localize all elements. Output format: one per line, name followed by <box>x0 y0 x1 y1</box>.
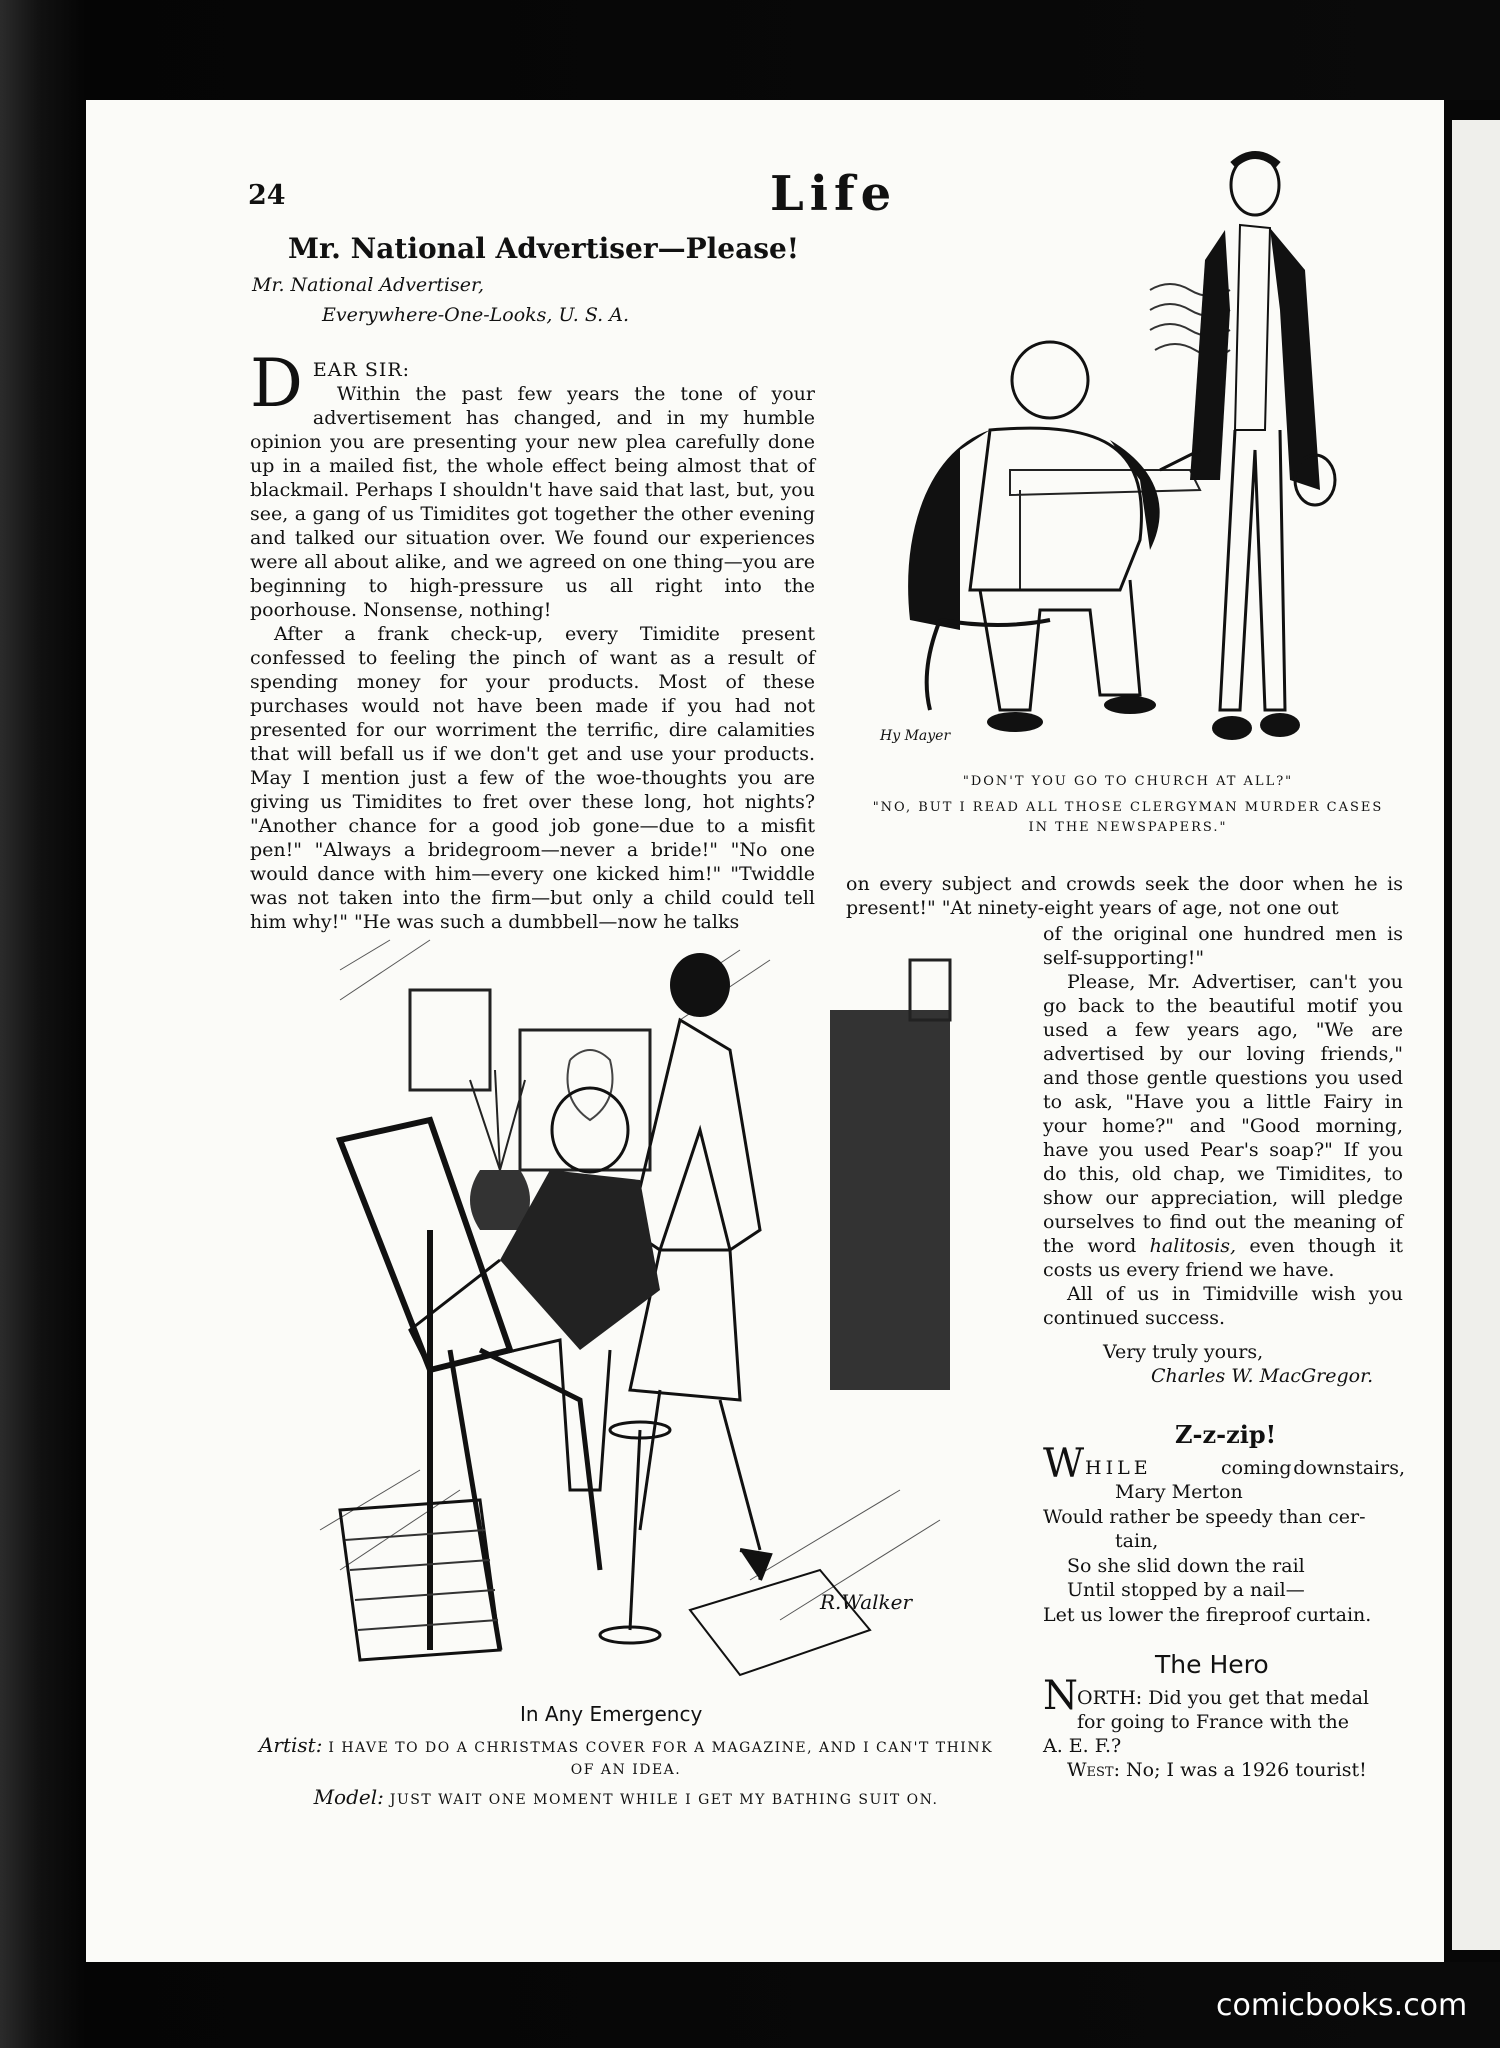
poem-line-1b: coming <box>1221 1457 1292 1479</box>
model-label: Model: <box>313 1785 384 1809</box>
hero-west-text: No; I was a 1926 tourist! <box>1126 1759 1367 1781</box>
halitosis-word: halitosis, <box>1149 1235 1237 1257</box>
paragraph-1: Within the past few years the tone of your advertisement has changed, and in my humble opinion you are presenting your new plea carefully done up in a mailed fist, the whole effect being almost that of blackmail. Perhaps I shouldn't have said that last, but, you see, a gang of us Timidites got together the other evening and talked our situation over. We found our experiences were all about alike, and we agreed on one thing—you are beginning to high-pressure us all right into the poorhouse. Nonsense, nothing! <box>250 383 815 621</box>
paragraph-3-text: Please, Mr. Advertiser, can't you go back to the beautiful motif you used a few years ago, "We are advertised by our loving friends," and those gentle questions you used to ask, "Have you a little Fairy in your home?" and "Good morning, have you used Pear's soap?" If you do this, old chap, we Timidites, to show our appreciation, will pledge ourselves to find out the meaning of the word <box>1043 971 1403 1257</box>
masthead: Life <box>770 166 898 222</box>
studio-illustration <box>300 930 1020 1690</box>
salutation: EAR SIR: <box>312 359 411 381</box>
poem-line-1c: downstairs, <box>1293 1457 1405 1479</box>
poem-line-4: tain, <box>1115 1530 1159 1552</box>
signature: Charles W. MacGregor. <box>1151 1365 1374 1387</box>
cartoon-artist-signature: Hy Mayer <box>880 728 951 744</box>
cartoon-caption-line-3: IN THE NEWSPAPERS." <box>1028 820 1228 835</box>
address-line-1: Mr. National Advertiser, <box>252 274 484 296</box>
artist-caption-text: I HAVE TO DO A CHRISTMAS COVER FOR A MAGAZINE, AND I CAN'T THINK OF AN IDEA. <box>328 1740 994 1778</box>
artist-label: Artist: <box>258 1733 323 1757</box>
model-caption <box>246 1786 1006 1811</box>
adjacent-page-edge <box>1452 120 1500 1950</box>
hero-line-1: ORTH: Did you get that medal <box>1077 1687 1369 1709</box>
model-caption-text: JUST WAIT ONE MOMENT WHILE I GET MY BATHING SUIT ON. <box>389 1792 939 1808</box>
illustration-title: In Any Emergency <box>520 1702 703 1726</box>
address-line-2: Everywhere-One-Looks, U. S. A. <box>322 304 629 326</box>
poem-line-5: So she slid down the rail <box>1067 1554 1305 1577</box>
drop-cap: D <box>250 345 303 422</box>
illustration-artist-signature: R.Walker <box>820 1590 913 1614</box>
cartoon-caption-line-2: "NO, BUT I READ ALL THOSE CLERGYMAN MURDER CASES <box>872 800 1384 815</box>
cartoon-illustration-top <box>860 150 1420 760</box>
hero-west-label: West: <box>1067 1759 1120 1781</box>
closing: Very truly yours, <box>1103 1341 1264 1363</box>
paragraph-2-continued: on every subject and crowds seek the door when he is present!" "At ninety-eight years of age, not one out <box>846 873 1403 919</box>
poem-line-7: Let us lower the fireproof curtain. <box>1043 1603 1372 1626</box>
poem-line-3: Would rather be speedy than cer- <box>1043 1505 1366 1528</box>
hero-line-3: A. E. F.? <box>1043 1735 1122 1757</box>
watermark: comicbooks.com <box>1216 1988 1468 2023</box>
poem-title: Z-z-zip! <box>1175 1420 1277 1449</box>
hero-title: The Hero <box>1155 1650 1269 1679</box>
poem-body <box>1043 1441 1405 1627</box>
article-title: Mr. National Advertiser—Please! <box>288 232 800 265</box>
poem-line-2: Mary Merton <box>1115 1481 1243 1503</box>
poem-drop-cap: W <box>1043 1441 1085 1487</box>
artist-caption <box>246 1734 1006 1781</box>
paragraph-2-end: of the original one hundred men is self-supporting!" <box>1043 923 1403 969</box>
hero-line-2: for going to France with the <box>1077 1711 1349 1733</box>
paragraph-2: After a frank check-up, every Timidite present confessed to feeling the pinch of want as a result of spending money for your products. Most of these purchases would not have been made if you had not presented for our worriment the terrific, dire calamities that will befall us if we don't get and use your products. May I mention just a few of the woe-thoughts you are giving us Timidites to fret over these long, hot nights? "Another chance for a good job gone—due to a misfit pen!" "Always a bridegroom—never a bride!" "No one would dance with him—every one kicked him!" "Twiddle was not taken into the firm—but only a child could tell him why!" "He was such a dumbbell—now he talks <box>250 623 815 933</box>
paragraph-4: All of us in Timidville wish you continued success. <box>1043 1283 1403 1329</box>
paragraph-3 <box>1043 970 1403 1282</box>
article-column-right <box>1043 922 1403 1388</box>
poem-line-1a: HILE <box>1085 1457 1152 1479</box>
article-column-1 <box>250 345 815 934</box>
hero-drop-cap: N <box>1043 1673 1078 1719</box>
page-number: 24 <box>248 180 286 211</box>
hero-body <box>1043 1673 1405 1782</box>
cartoon-caption-line-1: "DON'T YOU GO TO CHURCH AT ALL?" <box>962 774 1294 789</box>
paragraph-3-end: even though it costs us every friend we have. <box>1043 1235 1403 1281</box>
poem-line-6: Until stopped by a nail— <box>1067 1579 1305 1601</box>
